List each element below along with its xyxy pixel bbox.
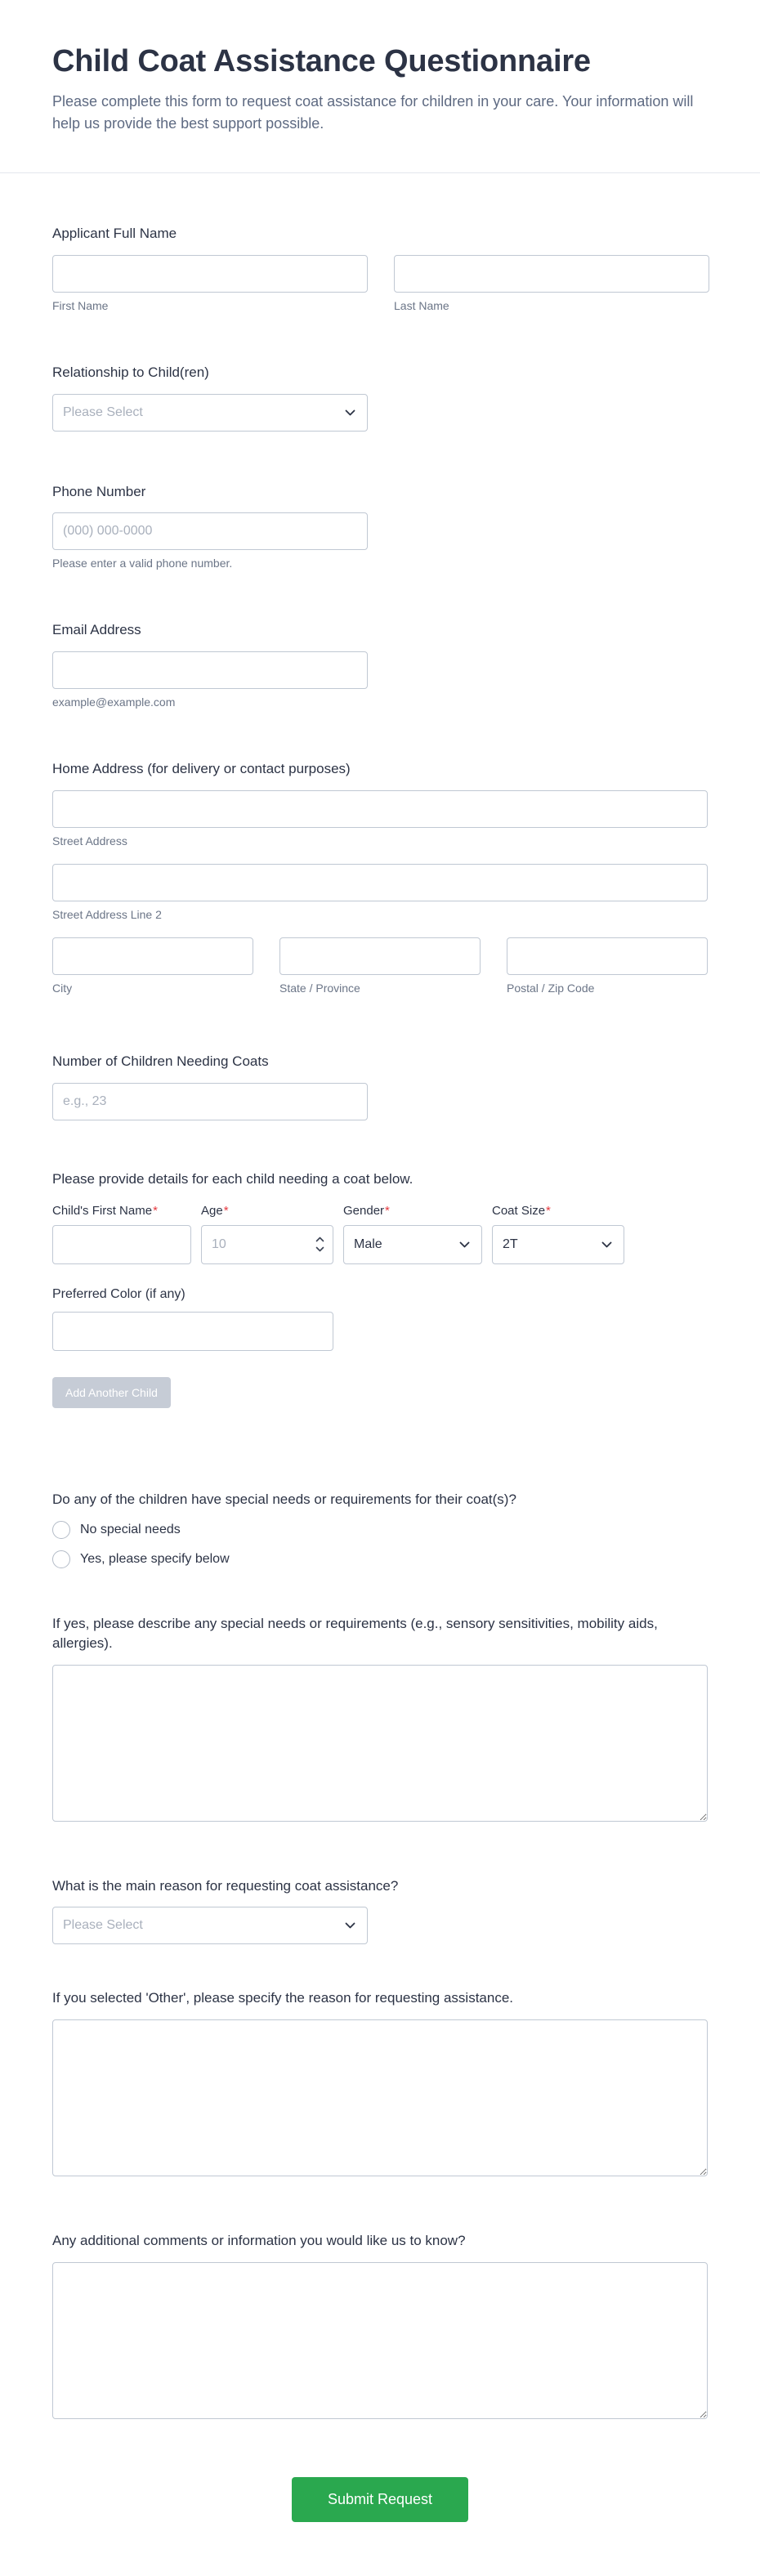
state-input[interactable] — [279, 937, 481, 975]
age-spinner[interactable] — [312, 1232, 327, 1258]
spinner-down-icon[interactable] — [312, 1246, 327, 1252]
city-group — [52, 937, 253, 995]
state-group — [279, 937, 481, 995]
first-name-input[interactable] — [52, 255, 368, 293]
email-label: Email Address — [52, 622, 141, 638]
phone-input[interactable] — [52, 512, 368, 550]
field-applicant-name — [52, 224, 708, 312]
children-count-input[interactable] — [52, 1083, 368, 1120]
radio-button-icon[interactable] — [52, 1521, 70, 1539]
child-coat-size-label: Coat Size* — [492, 1203, 551, 1218]
field-child-details — [52, 1171, 708, 1408]
street-address2-sublabel: Street Address Line 2 — [52, 907, 162, 921]
page-title: Child Coat Assistance Questionnaire — [52, 44, 591, 78]
form-header — [0, 0, 760, 173]
radio-option-label: No special needs — [80, 1522, 181, 1536]
zip-input[interactable] — [507, 937, 708, 975]
field-comments — [52, 2231, 708, 2423]
radio-button-icon[interactable] — [52, 1550, 70, 1568]
field-email — [52, 620, 708, 709]
first-name-sublabel: First Name — [52, 298, 109, 312]
required-asterisk: * — [546, 1203, 551, 1218]
required-asterisk: * — [223, 1203, 229, 1218]
field-children-count — [52, 1052, 708, 1120]
reason-label: What is the main reason for requesting coat assistance? — [52, 1877, 399, 1894]
comments-textarea[interactable] — [52, 2262, 708, 2419]
street-address-input[interactable] — [52, 790, 708, 828]
chevron-down-icon — [345, 409, 355, 416]
child-coat-size-group — [492, 1204, 624, 1264]
child-first-name-label: Child's First Name* — [52, 1203, 158, 1218]
field-address — [52, 759, 708, 995]
city-input[interactable] — [52, 937, 253, 975]
radio-option-yes-specify[interactable] — [52, 1550, 708, 1568]
child-gender-group — [343, 1204, 482, 1264]
last-name-sublabel: Last Name — [394, 298, 449, 312]
comments-label: Any additional comments or information you would like us to know? — [52, 2233, 466, 2249]
submit-row — [0, 2457, 760, 2576]
reason-select[interactable] — [52, 1907, 368, 1944]
spinner-up-icon[interactable] — [312, 1237, 327, 1242]
zip-group — [507, 937, 708, 995]
chevron-down-icon — [601, 1241, 612, 1248]
field-relationship — [52, 363, 708, 432]
child-details-grid — [52, 1204, 708, 1264]
special-needs-description-textarea[interactable] — [52, 1665, 708, 1822]
other-reason-label: If you selected 'Other', please specify the reason for requesting assistance. — [52, 1990, 514, 2006]
child-details-intro: Please provide details for each child needing a coat below. — [52, 1170, 414, 1187]
last-name-group — [394, 255, 709, 312]
state-sublabel: State / Province — [279, 981, 360, 995]
radio-option-label: Yes, please specify below — [80, 1551, 230, 1566]
email-sublabel: example@example.com — [52, 695, 176, 709]
first-name-group — [52, 255, 368, 312]
special-needs-label: Do any of the children have special needs or requirements for their coat(s)? — [52, 1491, 516, 1508]
child-age-group — [201, 1204, 333, 1264]
preferred-color-group — [52, 1286, 708, 1351]
phone-sublabel: Please enter a valid phone number. — [52, 557, 233, 570]
field-reason — [52, 1876, 708, 1945]
reason-select-value: Please Select — [63, 1918, 143, 1933]
form-body — [0, 173, 760, 2456]
applicant-name-label: Applicant Full Name — [52, 226, 177, 241]
gender-select[interactable] — [343, 1225, 482, 1264]
phone-label: Phone Number — [52, 483, 146, 499]
gender-select-value: Male — [354, 1237, 382, 1251]
street-address2-input[interactable] — [52, 864, 708, 901]
special-needs-description-label: If yes, please describe any special needs or requirements (e.g., sensory sensitivities, mobility aids, allergies). — [52, 1615, 658, 1651]
child-first-name-input[interactable] — [52, 1225, 191, 1264]
child-age-label: Age* — [201, 1203, 229, 1218]
address-label: Home Address (for delivery or contact purposes) — [52, 761, 351, 777]
form-subtitle: Please complete this form to request coat assistance for children in your care. Your information will help us provide the best support possible. — [52, 93, 694, 132]
zip-sublabel: Postal / Zip Code — [507, 981, 595, 995]
children-count-label: Number of Children Needing Coats — [52, 1053, 269, 1069]
coat-size-select[interactable] — [492, 1225, 624, 1264]
chevron-down-icon — [345, 1922, 355, 1929]
submit-button[interactable]: Submit Request — [292, 2477, 468, 2522]
city-sublabel: City — [52, 981, 73, 995]
coat-size-select-value: 2T — [503, 1237, 518, 1251]
field-phone — [52, 482, 708, 570]
email-input[interactable] — [52, 651, 368, 689]
child-first-name-group — [52, 1204, 191, 1264]
chevron-down-icon — [459, 1241, 470, 1248]
relationship-label: Relationship to Child(ren) — [52, 364, 209, 380]
preferred-color-label: Preferred Color (if any) — [52, 1286, 186, 1301]
other-reason-textarea[interactable] — [52, 2019, 708, 2176]
street-address-sublabel: Street Address — [52, 834, 127, 847]
field-special-needs-description — [52, 1614, 708, 1826]
add-another-child-button[interactable]: Add Another Child — [52, 1377, 171, 1408]
preferred-color-input[interactable] — [52, 1312, 333, 1351]
relationship-select[interactable] — [52, 394, 368, 432]
radio-option-no-special-needs[interactable] — [52, 1521, 708, 1539]
field-special-needs — [52, 1490, 708, 1568]
relationship-select-value: Please Select — [63, 405, 143, 419]
last-name-input[interactable] — [394, 255, 709, 293]
child-gender-label: Gender* — [343, 1203, 390, 1218]
required-asterisk: * — [385, 1203, 390, 1218]
required-asterisk: * — [153, 1203, 158, 1218]
field-other-reason — [52, 1988, 708, 2180]
